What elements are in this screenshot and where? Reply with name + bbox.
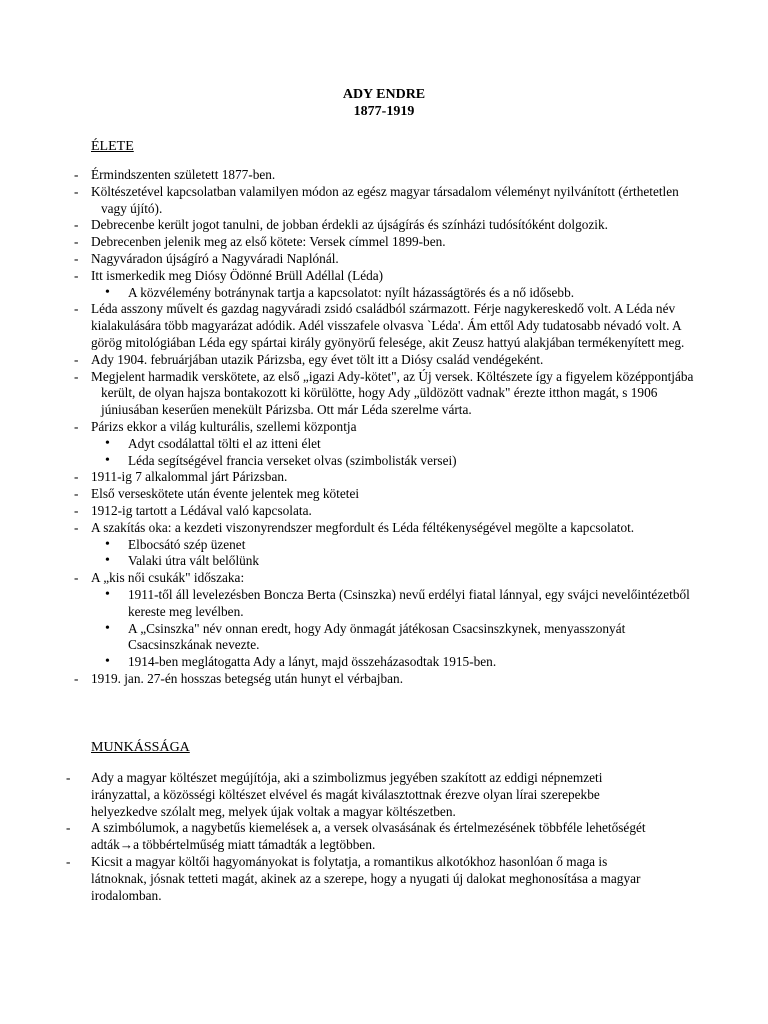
list-item — [74, 520, 694, 570]
list-item-text: Debrecenben jelenik meg az első kötete: Versek címmel 1899-ben. — [91, 234, 446, 250]
list-item-text: Nagyváradon újságíró a Nagyváradi Naplónál. — [91, 250, 339, 266]
list-item — [74, 671, 694, 688]
sub-bullet-list — [91, 537, 694, 571]
list-item — [74, 217, 694, 234]
page-title: ADY ENDRE — [342, 87, 426, 102]
sub-list-item: • Léda segítségével francia verseket olvas (szimbolisták versei) — [91, 453, 694, 470]
dash-bullet — [74, 486, 78, 503]
dash-bullet — [74, 234, 78, 251]
sub-list-item: • 1914-ben meglátogatta Ady a lányt, majd összeházasodtak 1915-ben. — [91, 654, 694, 671]
dash-bullet — [74, 301, 78, 318]
list-item-text: Párizs ekkor a világ kulturális, szellemi központja — [91, 418, 357, 434]
list-item-text: Költészetével kapcsolatban valamilyen módon az egész magyar társadalom véleményt nyilvánított (érthetetlen vagy újító). — [91, 183, 679, 216]
sub-list-item: • 1911-től áll levelezésben Boncza Berta (Csinszka) nevű erdélyi fiatal lánnyal, egy svájci nevelőintézetből kereste meg levélben. — [91, 587, 694, 621]
dash-bullet — [74, 503, 78, 520]
sub-bullet-list — [91, 285, 694, 302]
list-item — [74, 301, 694, 351]
sub-list-item: • Elbocsátó szép üzenet — [91, 537, 694, 554]
sub-list-item: • Adyt csodálattal tölti el az itteni élet — [91, 436, 694, 453]
list-item-text: Érmindszenten született 1877-ben. — [91, 167, 276, 182]
sub-list-item: • A közvélemény botránynak tartja a kapcsolatot: nyílt házasságtörés és a nő idősebb. — [91, 285, 694, 302]
list-item — [74, 268, 694, 302]
dash-bullet — [74, 184, 78, 201]
list-item — [74, 570, 694, 671]
list-item-text: 1912-ig tartott a Lédával való kapcsolata. — [91, 502, 312, 518]
section-heading-elete: ÉLETE — [91, 139, 134, 154]
page-subtitle-years: 1877-1919 — [353, 104, 415, 119]
section-heading-munkassaga: MUNKÁSSÁGA — [91, 740, 190, 755]
dash-bullet — [74, 520, 78, 537]
list-item — [74, 486, 694, 503]
dash-bullet — [74, 167, 78, 184]
list-item-text: Megjelent harmadik verskötete, az első „igazi Ady-kötet", az Új versek. Költészete így a figyelem középpontjába került, de olyan hajsza bontakozott ki körülötte, hogy Ady „üldözött vadnak" érezte itthon magát, s 1906 júniusában keserűen menekült Párizsba. Ott már Léda szerelme várta. — [91, 368, 694, 418]
sub-list-item: • A „Csinszka" név onnan eredt, hogy Ady önmagát játékosan Csacsinszkynek, menyasszonyát Csacsinszkának nevezte. — [91, 621, 694, 655]
list-item-text: 1919. jan. 27-én hosszas betegség után hunyt el vérbajban. — [91, 670, 404, 686]
dash-bullet — [74, 369, 78, 386]
list-item-text: Első verseskötete után évente jelentek meg kötetei — [91, 486, 360, 502]
list-item — [74, 419, 694, 469]
dash-bullet — [74, 419, 78, 436]
dash-bullet — [74, 268, 78, 285]
sub-bullet-list — [91, 587, 694, 671]
list-item-text: Debrecenbe került jogot tanulni, de jobban érdekli az újságírás és színházi tudósítóként dolgozik. — [91, 217, 608, 233]
life-events-list — [74, 167, 694, 688]
sub-bullet-list — [91, 436, 694, 470]
list-item — [74, 167, 694, 184]
list-item-text: 1911-ig 7 alkalommal járt Párizsban. — [91, 469, 288, 485]
dash-bullet — [74, 251, 78, 268]
list-item-text: Itt ismerkedik meg Diósy Ödönné Brüll Adéllal (Léda) — [91, 267, 384, 283]
list-item — [74, 184, 694, 218]
dash-bullet — [74, 671, 78, 688]
list-item-text: A „kis női csukák" időszaka: — [91, 570, 245, 586]
dash-bullet — [74, 570, 78, 587]
list-item — [74, 234, 694, 251]
list-item: - Ady a magyar költészet megújítója, aki a szimbolizmus jegyében szakított az eddigi népnemzeti irányzattal, a közösségi költészet elvével és magát kiválasztottnak érezve olyan lírai szerepekbe helyezkedve szólalt meg, melyek újak voltak a magyar költészetben. — [66, 770, 646, 820]
list-item: - Kicsit a magyar költői hagyományokat is folytatja, a romantikus alkotókhoz hasonlóan ő maga is látnoknak, jósnak tetteti magát, akinek az a szerepe, hogy a nyugati új dalokat meghonosítása a magyar irodalomban. — [66, 854, 646, 904]
list-item — [74, 503, 694, 520]
list-item-text: Ady 1904. februárjában utazik Párizsba, egy évet tölt itt a Diósy család vendégeként. — [91, 351, 544, 367]
dash-bullet — [74, 217, 78, 234]
list-item — [74, 369, 694, 419]
list-item: - A szimbólumok, a nagybetűs kiemelések a, a versek olvasásának és értelmezésének többféle lehetőségét adták→a többértelműség miatt támadták a legtöbben. — [66, 820, 646, 854]
list-item-text: Léda asszony művelt és gazdag nagyváradi zsidó családból származott. Férje nagykereskedő volt. A Léda név kialakulására több magyarázat adódik. Adél visszafele olvasva `Léda'. Ám ettől Ady tudatosabb névadó volt. A görög mitológiában Léda egy spártai király gyönyörű felesége, akit Zeusz hattyú alakjában termékenyített meg. — [91, 301, 685, 350]
dash-bullet — [74, 469, 78, 486]
list-item — [74, 251, 694, 268]
list-item — [74, 352, 694, 369]
work-list — [66, 770, 646, 904]
dash-bullet — [74, 352, 78, 369]
list-item — [74, 469, 694, 486]
title-block — [0, 86, 768, 120]
sub-list-item: • Valaki útra vált belőlünk — [91, 553, 694, 570]
list-item-text: A szakítás oka: a kezdeti viszonyrendszer megfordult és Léda féltékenységével megölte a kapcsolatot. — [91, 519, 635, 535]
